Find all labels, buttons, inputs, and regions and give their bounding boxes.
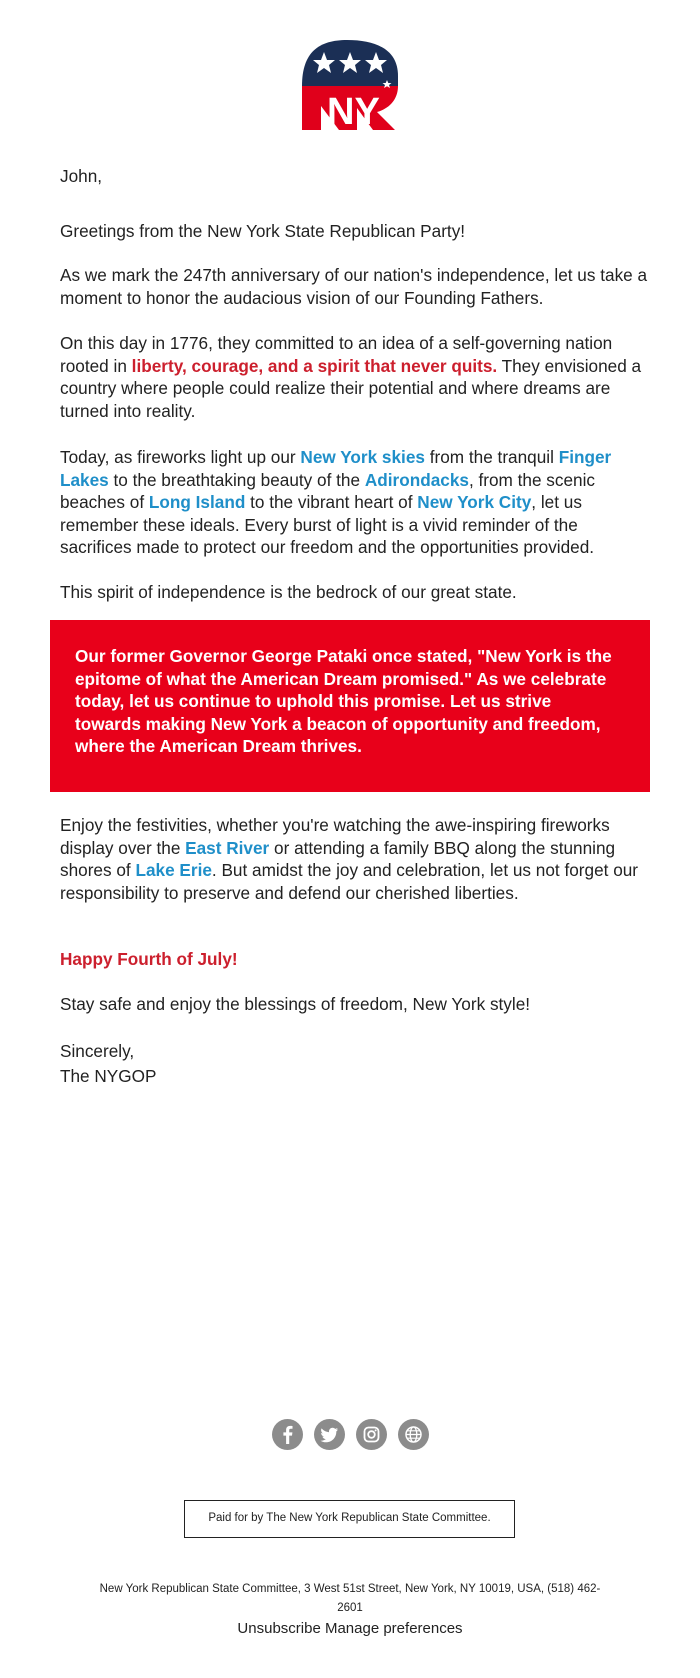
facebook-icon[interactable] [272, 1419, 303, 1450]
paragraph-stay-safe: Stay safe and enjoy the blessings of freedom, New York style! [60, 994, 531, 1014]
globe-icon[interactable] [398, 1419, 429, 1450]
paragraph-anniversary: As we mark the 247th anniversary of our nation's independence, let us take a moment to honor the audacious vision of our Founding Fathers. [60, 265, 648, 308]
p5-text-2: or attending a family BBQ along the stunning shores of [60, 837, 616, 880]
logo-text: NY [327, 91, 380, 133]
p2-text-after: They envisioned a country where people could realize their potential and where dreams are turned into reality. [60, 355, 642, 421]
p2-text-before: On this day in 1776, they committed to an idea of a self-governing nation rooted in [60, 333, 613, 376]
paragraph-bedrock: This spirit of independence is the bedrock of our great state. [60, 582, 517, 602]
p3-text-4: , from the scenic beaches of [60, 469, 596, 512]
holiday-greeting: Happy Fourth of July! [60, 949, 238, 969]
link-east-river[interactable]: East River [185, 837, 270, 858]
p3-text-1: Today, as fireworks light up our [60, 447, 301, 467]
paragraph-fireworks [60, 446, 650, 559]
link-adirondacks[interactable]: Adirondacks [364, 469, 469, 490]
nygop-logo [299, 38, 401, 134]
salutation: John, [60, 166, 103, 186]
twitter-icon[interactable] [314, 1419, 345, 1450]
quote-callout [50, 620, 650, 792]
footer-address: New York Republican State Committee, 3 West 51st Street, New York, NY 10019, USA, (518) 462-2601 [99, 1583, 601, 1614]
p3-text-2: from the tranquil [424, 447, 559, 467]
p2-highlight: liberty, courage, and a spirit that never quits. [131, 355, 498, 376]
link-new-york-skies[interactable]: New York skies [300, 447, 425, 467]
p3-text-5: to the vibrant heart of [245, 492, 418, 512]
link-lake-erie[interactable]: Lake Erie [135, 860, 212, 880]
p5-text-1: Enjoy the festivities, whether you're watching the awe-inspiring fireworks display over the [60, 815, 610, 858]
link-long-island[interactable]: Long Island [148, 492, 246, 512]
p3-text-6: , let us remember these ideals. Every burst of light is a vivid reminder of the sacrifices made to protect our freedom and the opportunities provided. [60, 492, 595, 557]
paid-for-disclaimer: Paid for by The New York Republican State Committee. [184, 1500, 515, 1538]
instagram-icon[interactable] [356, 1419, 387, 1450]
paragraph-1776 [60, 332, 650, 422]
unsubscribe-link[interactable]: Unsubscribe [237, 1620, 321, 1637]
greeting: Greetings from the New York State Republican Party! [60, 221, 466, 241]
signature: The NYGOP [60, 1066, 157, 1086]
p3-text-3: to the breathtaking beauty of the [108, 469, 365, 490]
quote-text: Our former Governor George Pataki once stated, "New York is the epitome of what the American Dream promised." As we celebrate today, let us continue to uphold this promise. Let us strive towards making New York a beacon of opportunity and freedom, where the American Dream thrives. [75, 646, 612, 756]
link-new-york-city[interactable]: New York City [417, 492, 532, 512]
p5-text-3: . But amidst the joy and celebration, let us not forget our responsibility to preserve and defend our cherished liberties. [60, 860, 639, 903]
closing: Sincerely, [60, 1041, 135, 1061]
paragraph-festivities [60, 814, 650, 904]
social-links [272, 1419, 432, 1451]
manage-preferences-link[interactable]: Manage preferences [324, 1620, 463, 1637]
link-finger-lakes[interactable]: Finger Lakes [60, 447, 612, 490]
footer-links [95, 1620, 605, 1637]
